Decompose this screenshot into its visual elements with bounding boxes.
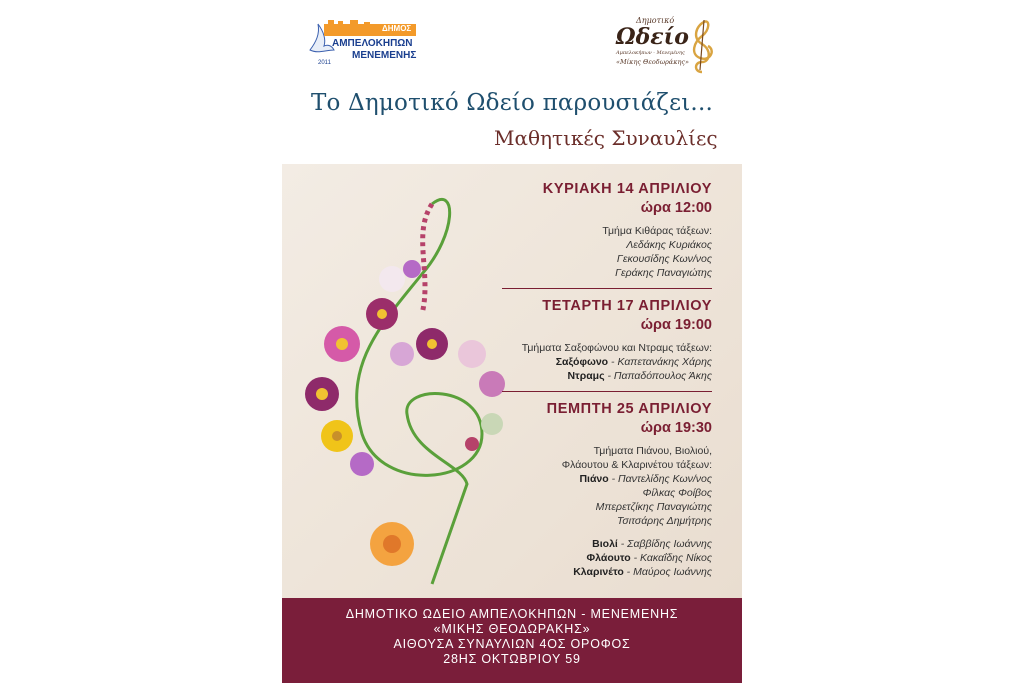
municipality-name-line2: ΜΕΝΕΜΕΝΗΣ (352, 50, 417, 61)
conservatory-logo-sub: Αμπελοκήπων · Μενεμένης (616, 50, 685, 56)
event-1-time: ώρα 12:00 (640, 200, 712, 216)
footer-line: ΔΗΜΟΤΙΚΟ ΩΔΕΙΟ ΑΜΠΕΛΟΚΗΠΩΝ - ΜΕΝΕΜΕΝΗΣ (345, 607, 679, 621)
instrument-label: Πιάνο (579, 473, 609, 485)
conservatory-logo-quote: «Μίκης Θεοδωράκης» (616, 58, 689, 66)
event-1-teacher: Γεράκης Παναγιώτης (615, 267, 712, 279)
footer-line: ΑΙΘΟΥΣΑ ΣΥΝΑΥΛΙΩΝ 4ΟΣ ΟΡΟΦΟΣ (393, 637, 631, 651)
conservatory-logo (598, 12, 728, 78)
instrument-label: Κλαρινέτο (573, 566, 624, 578)
event-3-row: Πιάνο - Παντελίδης Κων/νος (579, 473, 712, 485)
event-1-intro: Τμήμα Κιθάρας τάξεων: (602, 225, 712, 237)
events-list (472, 180, 712, 579)
event-3-date: ΠΕΜΠΤΗ 25 ΑΠΡΙΛΙΟΥ (546, 401, 712, 417)
poster-subtitle: Μαθητικές Συναυλίες (494, 126, 718, 150)
teacher-name: Σαββίδης Ιωάννης (627, 538, 712, 550)
event-2-row: Σαξόφωνο - Καπετανάκης Χάρης (555, 356, 712, 368)
event-2-date: ΤΕΤΑΡΤΗ 17 ΑΠΡΙΛΙΟΥ (542, 298, 712, 314)
event-3 (472, 400, 712, 579)
concert-poster (282, 0, 742, 683)
teacher-name: Μπερετζίκης Παναγιώτης (595, 501, 712, 513)
teacher-name: Τσιτσάρης Δημήτρης (616, 515, 712, 527)
event-3-intro: Τμήματα Πιάνου, Βιολιού, (593, 445, 712, 457)
teacher-name: Παπαδόπουλος Άκης (613, 370, 712, 382)
poster-title: Το Δημοτικό Ωδείο παρουσιάζει... (311, 90, 713, 116)
event-divider (502, 288, 712, 289)
teacher-name: Μαύρος Ιωάννης (633, 566, 712, 578)
instrument-label: Βιολί (592, 538, 618, 550)
conservatory-logo-name: Ωδείο (616, 24, 689, 50)
municipality-name-line1: ΑΜΠΕΛΟΚΗΠΩΝ (332, 38, 413, 49)
event-3-intro: Φλάουτου & Κλαρινέτου τάξεων: (561, 459, 712, 471)
event-3-row: Βιολί - Σαββίδης Ιωάννης (592, 538, 712, 550)
poster-footer (282, 598, 742, 683)
event-3-row: Κλαρινέτο - Μαύρος Ιωάννης (573, 566, 712, 578)
event-2-intro: Τμήματα Σαξοφώνου και Ντραμς τάξεων: (521, 342, 712, 354)
teacher-name: Παντελίδης Κων/νος (618, 473, 712, 485)
municipality-logo (308, 16, 420, 70)
event-3-row: Φλάουτο - Κακαΐδης Νίκος (586, 552, 712, 564)
teacher-name: Φίλκας Φοίβος (642, 487, 712, 499)
footer-line: «ΜΙΚΗΣ ΘΕΟΔΩΡΑΚΗΣ» (433, 622, 591, 636)
footer-line: 28ΗΣ ΟΚΤΩΒΡΙΟΥ 59 (443, 652, 581, 666)
event-3-time: ώρα 19:30 (640, 420, 712, 436)
event-2 (472, 297, 712, 383)
teacher-name: Καπετανάκης Χάρης (617, 356, 712, 368)
teacher-name: Κακαΐδης Νίκος (640, 552, 712, 564)
instrument-label: Φλάουτο (586, 552, 631, 564)
instrument-label: Σαξόφωνο (555, 356, 609, 368)
instrument-label: Ντραμς (567, 370, 605, 382)
event-1 (472, 180, 712, 280)
event-divider (502, 391, 712, 392)
event-2-row: Ντραμς - Παπαδόπουλος Άκης (567, 370, 712, 382)
event-2-time: ώρα 19:00 (640, 317, 712, 333)
event-1-date: ΚΥΡΙΑΚΗ 14 ΑΠΡΙΛΙΟΥ (542, 181, 712, 197)
municipality-dhmos-label: ΔΗΜΟΣ (382, 24, 412, 33)
conservatory-logo-top: Δημοτικό (636, 16, 675, 25)
treble-clef-icon (682, 14, 722, 76)
event-1-teacher: Λεδάκης Κυριάκος (626, 239, 712, 251)
event-1-teacher: Γεκουσίδης Κων/νος (616, 253, 712, 265)
municipality-year: 2011 (318, 60, 331, 66)
